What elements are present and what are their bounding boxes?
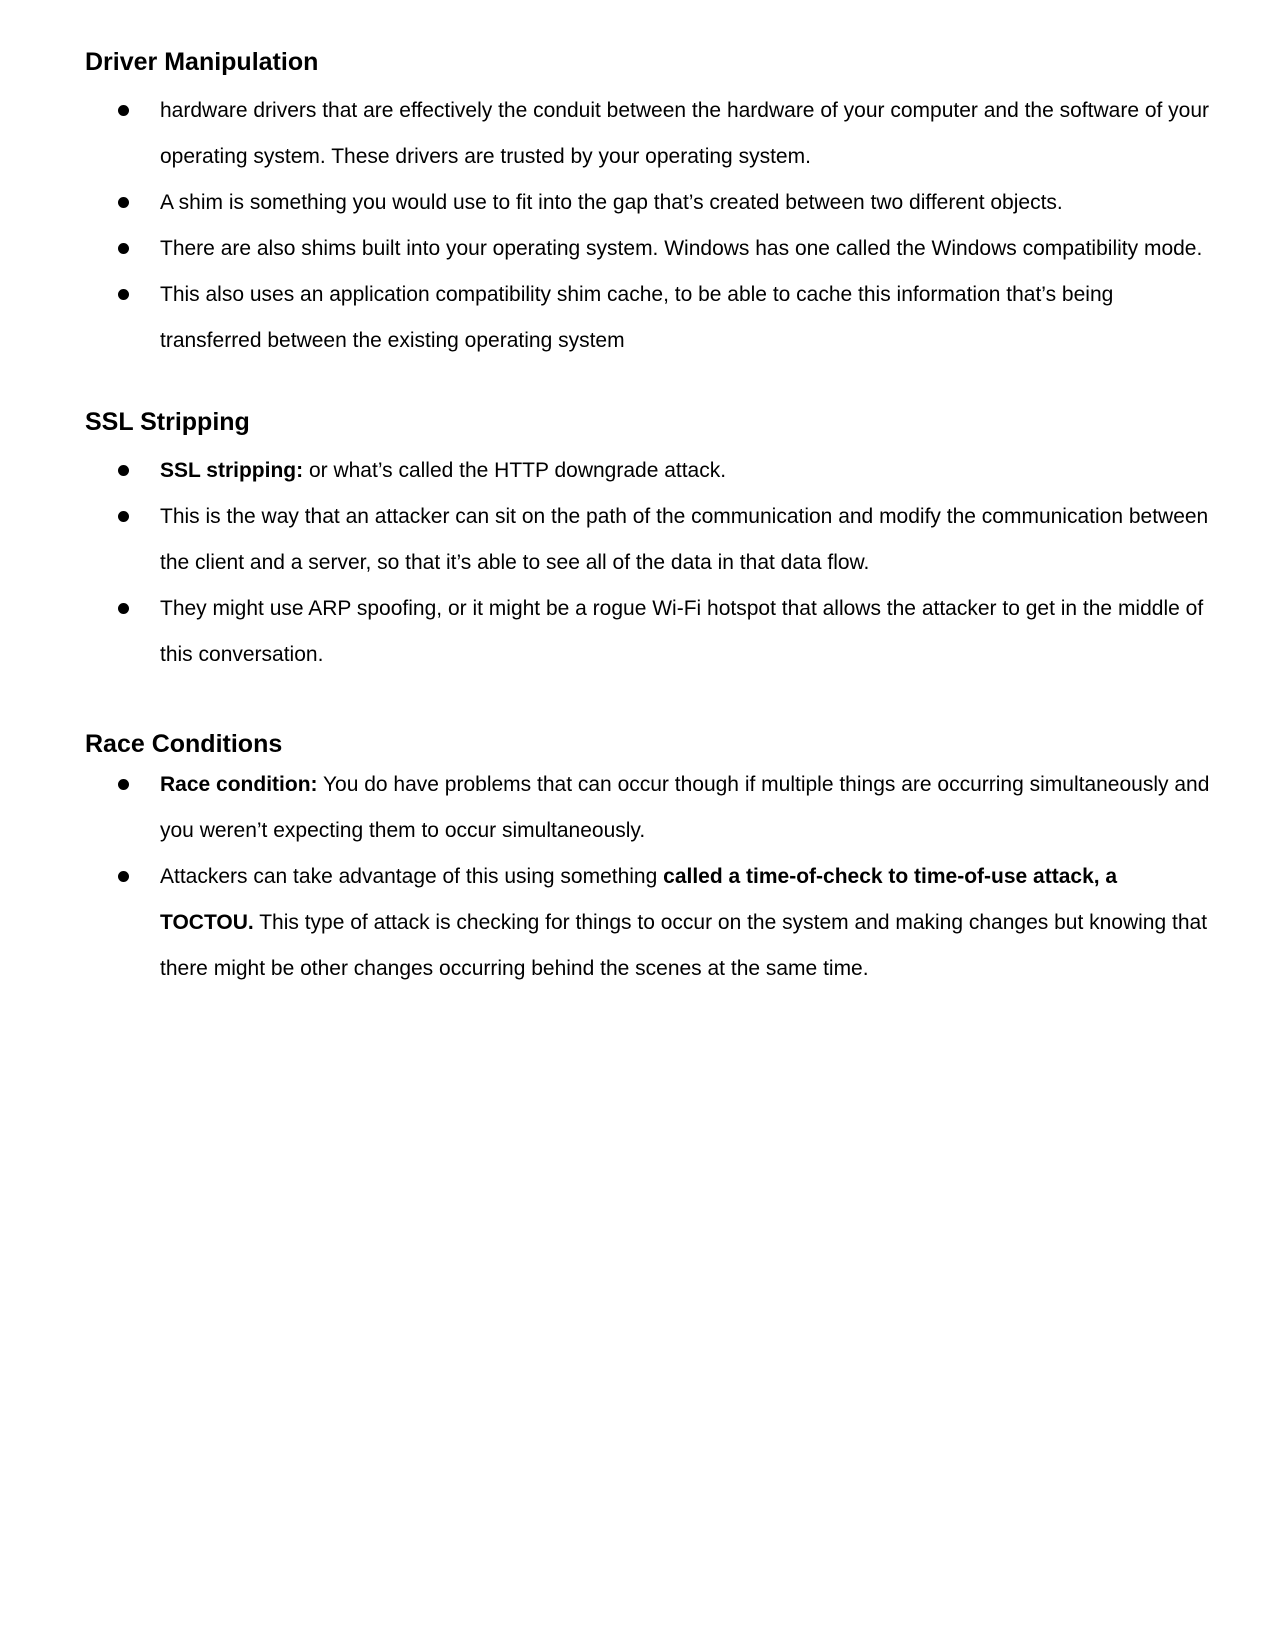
- bullet-icon: [118, 603, 129, 614]
- bullet-icon: [118, 465, 129, 476]
- list-item-text: hardware drivers that are effectively the conduit between the hardware of your computer and the software of your operating system. These drivers are trusted by your operating system.: [160, 99, 1210, 168]
- list-item: [85, 586, 1210, 678]
- bullet-icon: [118, 243, 129, 254]
- list-item-text: or what’s called the HTTP downgrade attack.: [303, 459, 727, 482]
- section-race-conditions: [85, 726, 1210, 992]
- list-item: [85, 88, 1210, 180]
- section-ssl-stripping: [85, 404, 1210, 678]
- list-item: [85, 494, 1210, 586]
- term-label: SSL stripping:: [160, 459, 304, 482]
- bullet-list: [85, 88, 1210, 364]
- term-label: called a time-of-check to time-of-use attack, a TOCTOU.: [160, 865, 1118, 934]
- list-item-text: Attackers can take advantage of this using something: [160, 865, 664, 888]
- bullet-icon: [118, 779, 129, 790]
- list-item: [85, 180, 1210, 226]
- bullet-icon: [118, 511, 129, 522]
- bullet-icon: [118, 871, 129, 882]
- list-item-text: This type of attack is checking for things to occur on the system and making changes but knowing that there might be other changes occurring behind the scenes at the same time.: [160, 911, 1208, 980]
- list-item-text: This is the way that an attacker can sit on the path of the communication and modify the communication between the client and a server, so that it’s able to see all of the data in that data flow.: [160, 505, 1209, 574]
- section-title: Driver Manipulation: [85, 48, 319, 76]
- bullet-list: [85, 448, 1210, 678]
- list-item-text: There are also shims built into your operating system. Windows has one called the Windows compatibility mode.: [160, 237, 1203, 260]
- list-item-text: You do have problems that can occur though if multiple things are occurring simultaneously and you weren’t expecting them to occur simultaneously.: [160, 773, 1210, 842]
- list-item: [85, 854, 1210, 992]
- bullet-icon: [118, 105, 129, 116]
- list-item-text: A shim is something you would use to fit into the gap that’s created between two different objects.: [160, 191, 1063, 214]
- bullet-icon: [118, 197, 129, 208]
- list-item-text: They might use ARP spoofing, or it might be a rogue Wi-Fi hotspot that allows the attacker to get in the middle of this conversation.: [160, 597, 1204, 666]
- list-item: [85, 762, 1210, 854]
- list-item: [85, 226, 1210, 272]
- list-item: [85, 448, 1210, 494]
- list-item-text: This also uses an application compatibility shim cache, to be able to cache this information that’s being transferred between the existing operating system: [160, 283, 1114, 352]
- bullet-list: [85, 762, 1210, 992]
- section-driver-manipulation: [85, 44, 1210, 364]
- document-page: [85, 44, 1210, 992]
- section-title: SSL Stripping: [85, 408, 250, 436]
- bullet-icon: [118, 289, 129, 300]
- term-label: Race condition:: [160, 773, 318, 796]
- section-title: Race Conditions: [85, 730, 283, 758]
- list-item: [85, 272, 1210, 364]
